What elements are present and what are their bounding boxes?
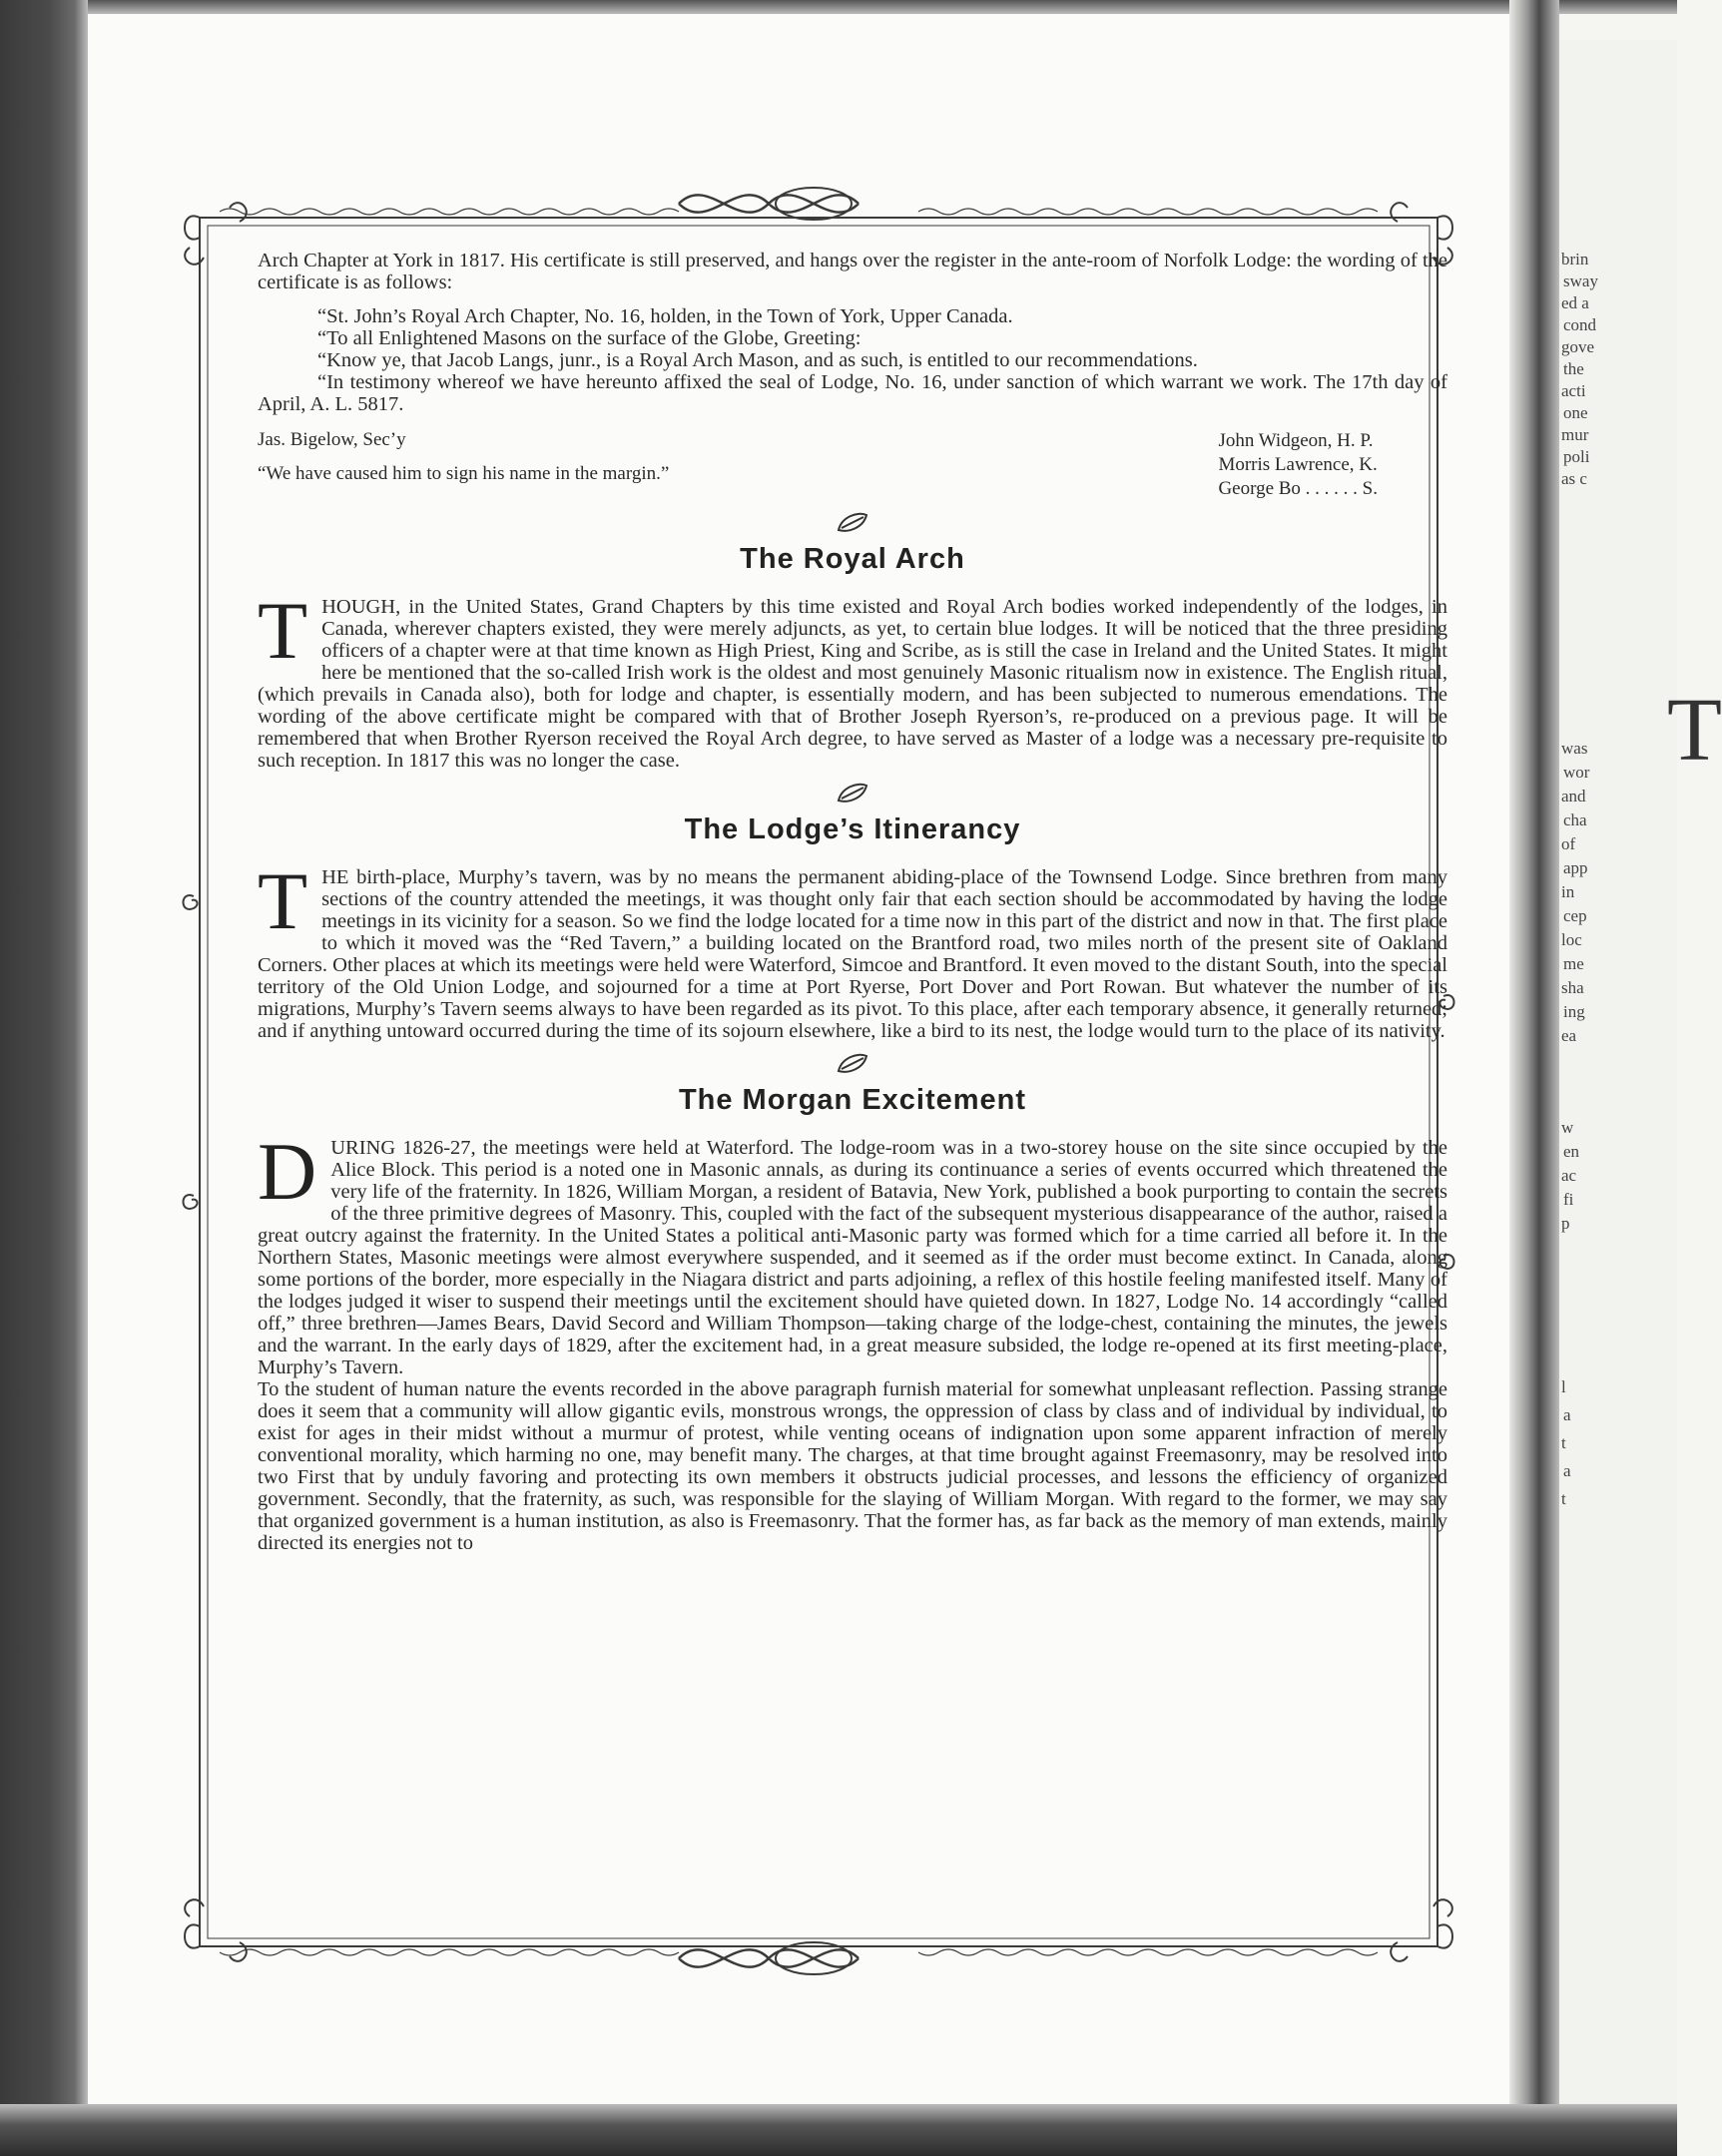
section-text: URING 1826-27, the meetings were held at Waterford. The lodge-room was in a two-storey house on the site since occupied by the Alice Block. This period is a noted one in Masonic annals, as during its continuance a series of events occurred which threatened the very life of the fraternity. In 1826, William Morgan, a resident of Batavia, New York, published a book purporting to contain the secrets of the three primitive degrees of Masonry. This, coupled with the fact of the subsequent mysterious disappearance of the author, raised a great outcry against the fraternity. In the United States a political anti-Masonic party was formed which for a time carried all before it. In the Northern States, Masonic meetings were almost everywhere suspended, and it seemed as if the order must become extinct. In Canada, along some portions of the border, more especially in the Niagara district and parts adjoining, a reflex of this hostile feeling manifested itself. Many of the lodges judged it wiser to suspend their meetings until the excitement should have quieted down. In 1827, Lodge No. 14 accordingly “called off,” three brethren—James Bears, David Secord and William Thompson—taking charge of the lodge-chest, containing the minutes, the jewels and the warrant. In the early days of 1829, after the excitement had, in a great measure subsided, the lodge re-opened at its first meeting-place, Murphy’s Tavern. (258, 1137, 1447, 1378)
adjacent-page-dropcap: T (1667, 681, 1722, 780)
article-body (258, 250, 1447, 1554)
book-edge-top (0, 0, 1677, 14)
drop-cap: T (258, 585, 308, 676)
adjacent-page-fragment: me (1563, 954, 1584, 973)
adjacent-page-fragment: ac (1561, 1166, 1577, 1185)
signatories-list (1218, 429, 1378, 501)
adjacent-page-fragment: en (1563, 1142, 1580, 1161)
signatory: John Widgeon, H. P. (1218, 430, 1374, 451)
section-title-morgan-excitement: The Morgan Excitement (678, 1084, 1027, 1116)
adjacent-page-fragment: a (1563, 1461, 1571, 1480)
book-gutter (1509, 0, 1559, 2156)
certificate-line-4: “In testimony whereof we have hereunto affixed the seal of Lodge, No. 16, under sanction of which warrant we work. The 17th day of April, A. L. 5817. (258, 371, 1447, 415)
adjacent-page-fragment: cep (1563, 906, 1587, 925)
adjacent-page-fragment: l (1561, 1377, 1566, 1396)
adjacent-page-fragment: as c (1561, 469, 1587, 488)
adjacent-page-fragment: acti (1561, 381, 1586, 400)
section-text-continued: To the student of human nature the events recorded in the above paragraph furnish material for somewhat unpleasant reflection. Passing strange does it seem that a community will allow gigantic evils, monstrous wrongs, the oppression of class by class and of individual by individual, to exist for ages in their midst without a murmur of protest, while venting oceans of indignation upon some apparent infraction of merely conventional morality, which harming no one, may benefit many. The charges, at that time brought against Freemasonry, may be resolved into two First that by unduly favoring and protecting its own members it obstructs judicial processes, and lessons the efficiency of organized government. Secondly, that the fraternity, as such, was responsible for the slaying of William Morgan. With regard to the former, we may say that organized government is a human institution, as also is Freemasonry. That the former has, as far back as the memory of man extends, mainly directed its energies not to (258, 1378, 1447, 1554)
certificate-closing-note: “We have caused him to sign his name in the margin.” (258, 463, 670, 484)
adjacent-page-fragment: ea (1561, 1026, 1577, 1045)
certificate-line-2: “To all Enlightened Masons on the surface of the Globe, Greeting: (317, 327, 861, 349)
adjacent-page-fragment: brin (1561, 250, 1589, 269)
adjacent-page-fragment: sway (1563, 271, 1598, 290)
signatory: Morris Lawrence, K. (1218, 454, 1378, 475)
signatory: George Bo . . . . . . S. (1218, 478, 1378, 499)
section-morgan-excitement (258, 1126, 1447, 1554)
section-itinerancy (258, 855, 1447, 1042)
book-edge-left (0, 0, 88, 2156)
section-title-royal-arch: The Royal Arch (740, 543, 965, 575)
adjacent-page-fragment: app (1563, 858, 1588, 877)
drop-cap: D (258, 1126, 317, 1217)
adjacent-page-fragment: loc (1561, 930, 1582, 949)
adjacent-page-fragment: was (1561, 739, 1588, 758)
section-title-itinerancy: The Lodge’s Itinerancy (684, 813, 1021, 845)
adjacent-page-fragment: p (1561, 1214, 1570, 1233)
adjacent-page-fragment: one (1563, 403, 1588, 422)
section-royal-arch (258, 585, 1447, 772)
section-text: HOUGH, in the United States, Grand Chapters by this time existed and Royal Arch bodies worked independently of the lodges, in Canada, wherever chapters existed, they were merely adjuncts, as yet, to certain blue lodges. It will be noticed that the three presiding officers of a chapter were at that time known as High Priest, King and Scribe, as is still the case in Ireland and the United States. It might here be mentioned that the so-called Irish work is the oldest and most genuinely Masonic ritualism now in existence. The English ritual, (which prevails in Canada also), both for lodge and chapter, is essentially modern, and has been subjected to numerous emendations. The wording of the above certificate might be compared with that of Brother Joseph Ryerson’s, re-produced on a previous page. It will be remembered that when Brother Ryerson received the Royal Arch degree, to have served as Master of a lodge was a necessary pre-requisite to such reception. In 1817 this was no longer the case. (258, 596, 1447, 772)
adjacent-page-fragment: a (1563, 1405, 1571, 1424)
adjacent-page-fragment: t (1561, 1489, 1566, 1508)
certificate-line-1: “St. John’s Royal Arch Chapter, No. 16, holden, in the Town of York, Upper Canada. (317, 305, 1013, 327)
section-text: HE birth-place, Murphy’s tavern, was by no means the permanent abiding-place of the Townsend Lodge. Since brethren from many sections of the country attended the meetings, it was thought only fair that each section should be accommodated by having the lodge meetings in its vicinity for a season. So we find the lodge located for a time now in this part of the district and now in that. The first place to which it moved was the “Red Tavern,” a building located on the Brantford road, two miles north of the present site of Oakland Corners. Other places at which its meetings were held were Waterford, Simcoe and Brantford. It even moved to the distant South, into the special territory of the Old Union Lodge, and sojourned for a time at Port Ryerse, Port Dover and Port Rowan. But whatever the number of its migrations, Murphy’s Tavern seems always to have been regarded as its pivot. To this place, after each temporary absence, it generally returned; and if anything untoward occurred during the time of its sojourn elsewhere, like a bird to its nest, the lodge would turn to the place of its nativity. (258, 866, 1447, 1042)
leaf-ornament-icon (258, 1052, 1447, 1078)
adjacent-page-fragment: w (1561, 1118, 1574, 1137)
intro-paragraph: Arch Chapter at York in 1817. His certificate is still preserved, and hangs over the register in the ante-room of Norfolk Lodge: the wording of the certificate is as follows: (258, 250, 1447, 293)
adjacent-page-fragment: of (1561, 834, 1576, 853)
drop-cap: T (258, 855, 308, 946)
adjacent-page-fragment: cha (1563, 810, 1587, 829)
adjacent-page-fragment: t (1561, 1433, 1566, 1452)
adjacent-page-fragment: ed a (1561, 293, 1589, 312)
adjacent-page-fragment: wor (1563, 763, 1590, 782)
leaf-ornament-icon (258, 782, 1447, 808)
adjacent-page-fragment: the (1563, 359, 1584, 378)
adjacent-page-fragment: and (1561, 787, 1586, 806)
adjacent-page-fragment: poli (1563, 447, 1590, 466)
certificate-line-3: “Know ye, that Jacob Langs, junr., is a Royal Arch Mason, and as such, is entitled to our recommendations. (317, 349, 1198, 371)
signature-block (258, 429, 1447, 501)
adjacent-page-fragment: cond (1563, 315, 1597, 334)
adjacent-page-fragment: ing (1563, 1002, 1585, 1021)
adjacent-page-fragment: gove (1561, 337, 1595, 356)
adjacent-page-fragment: fi (1563, 1190, 1574, 1209)
adjacent-page (1559, 40, 1722, 2104)
secretary-signature: Jas. Bigelow, Sec’y (258, 429, 406, 450)
leaf-ornament-icon (258, 511, 1447, 537)
adjacent-page-fragment: in (1561, 882, 1575, 901)
book-edge-bottom (0, 2104, 1677, 2156)
adjacent-page-fragment: mur (1561, 425, 1589, 444)
adjacent-page-fragment: sha (1561, 978, 1584, 997)
